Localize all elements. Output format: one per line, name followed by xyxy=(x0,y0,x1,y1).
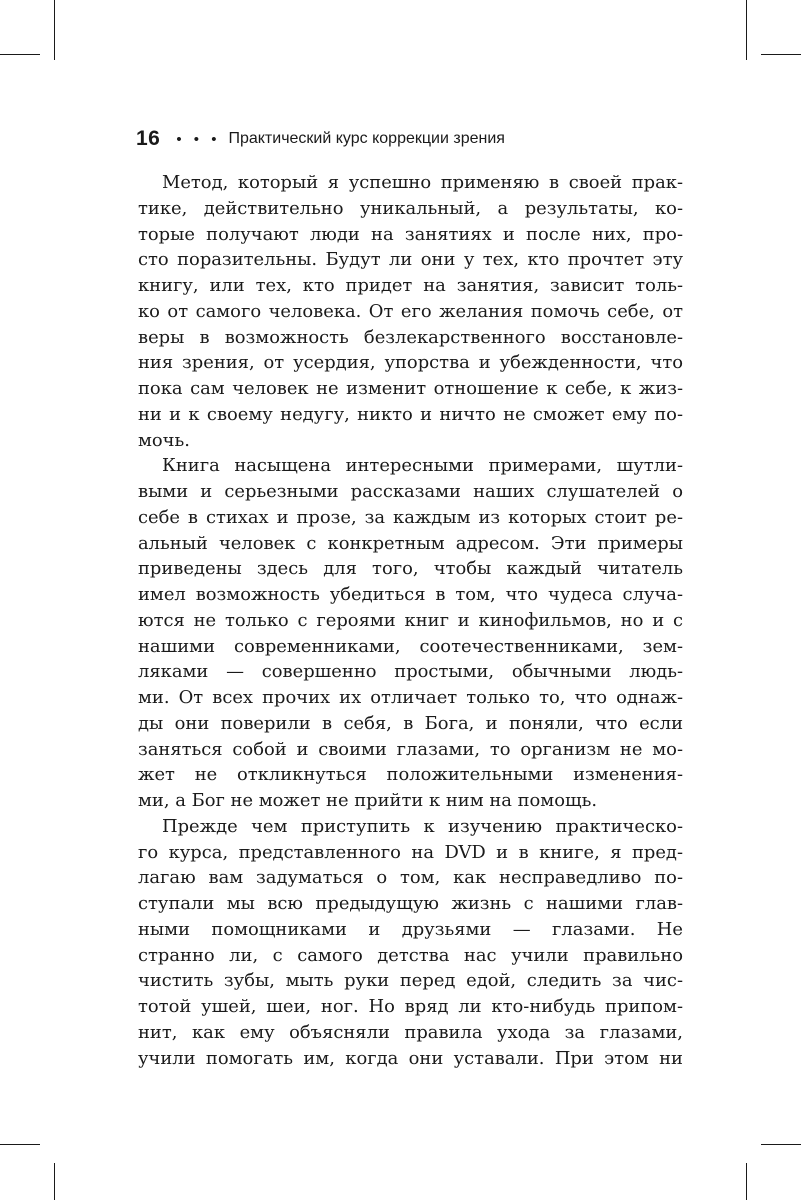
text-line: нашими современниками, соотечественниками, зем- xyxy=(138,635,683,657)
paragraph xyxy=(138,814,683,1072)
text-line: ни и к своему недугу, никто и ничто не сможет ему по- xyxy=(138,403,683,425)
crop-mark-top-right-vertical xyxy=(746,0,747,60)
ornament-dots: • • • xyxy=(176,130,221,148)
body-text xyxy=(138,170,683,1071)
text-line: тотой ушей, шеи, ног. Но вряд ли кто-нибудь припом- xyxy=(138,996,683,1017)
text-line: учили помогать им, когда они уставали. При этом ни xyxy=(138,1047,683,1069)
text-line: Книга насыщена интересными примерами, шутли- xyxy=(162,455,683,477)
text-line: жет не откликнуться положительными изменения- xyxy=(138,764,683,786)
crop-mark-bottom-left-horizontal xyxy=(0,1144,40,1145)
text-line: ляками — совершенно простыми, обычными людь- xyxy=(138,661,683,683)
paragraph xyxy=(138,170,683,453)
crop-mark-top-left-vertical xyxy=(54,0,55,60)
text-line: приведены здесь для того, чтобы каждый читатель xyxy=(138,558,683,580)
crop-mark-bottom-right-vertical xyxy=(746,1163,747,1200)
text-line: чистить зубы, мыть руки перед едой, следить за чис- xyxy=(138,970,683,992)
text-line: сто поразительны. Будут ли они у тех, кто прочтет эту xyxy=(138,249,683,271)
text-line: выми и серьезными рассказами наших слушателей о xyxy=(138,481,683,502)
text-line: ния зрения, от усердия, упорства и убежденности, что xyxy=(138,352,683,374)
text-line: заняться собой и своими глазами, то организм не мо- xyxy=(138,738,683,760)
text-line: ми, а Бог не может не прийти к ним на помощь. xyxy=(138,790,598,811)
paragraph xyxy=(138,453,683,814)
text-line: веры в возможность безлекарственного восстановле- xyxy=(138,326,683,348)
text-line: ются не только с героями книг и кинофильмов, но и с xyxy=(138,609,683,631)
running-head xyxy=(136,124,505,154)
text-line: ными помощниками и друзьями — глазами. Не xyxy=(138,918,683,940)
text-line: лагаю вам задуматься о том, как несправедливо по- xyxy=(138,867,683,889)
text-line: ми. От всех прочих их отличает только то, что однаж- xyxy=(138,687,683,708)
text-line: торые получают люди на занятиях и после них, про- xyxy=(138,223,683,245)
text-line: пока сам человек не изменит отношение к себе, к жиз- xyxy=(138,378,683,399)
text-line: ко от самого человека. От его желания помочь себе, от xyxy=(138,300,683,322)
text-line: альный человек с конкретным адресом. Эти примеры xyxy=(138,532,683,554)
page-number: 16 xyxy=(136,127,161,150)
text-line: себе в стихах и прозе, за каждым из которых стоит ре- xyxy=(138,506,683,528)
text-line: ды они поверили в себя, в Бога, и поняли, что если xyxy=(138,712,683,734)
book-title: Практический курс коррекции зрения xyxy=(228,130,505,147)
text-line: нит, как ему объясняли правила ухода за глазами, xyxy=(138,1021,683,1043)
text-line: ступали мы всю предыдущую жизнь с нашими глав- xyxy=(138,893,683,914)
text-line: имел возможность убедиться в том, что чудеса случа- xyxy=(138,584,683,605)
crop-mark-top-left-horizontal xyxy=(0,54,40,55)
text-line: мочь. xyxy=(138,429,190,451)
text-line: Метод, который я успешно применяю в своей прак- xyxy=(162,172,683,193)
text-line: книгу, или тех, кто придет на занятия, зависит толь- xyxy=(138,275,683,296)
text-line: тике, действительно уникальный, а результаты, ко- xyxy=(138,197,683,219)
text-line: го курса, представленного на DVD и в книге, я пред- xyxy=(138,841,683,863)
crop-mark-bottom-right-horizontal xyxy=(761,1144,801,1145)
text-line: странно ли, с самого детства нас учили правильно xyxy=(138,944,683,966)
crop-mark-top-right-horizontal xyxy=(761,54,801,55)
crop-mark-bottom-left-vertical xyxy=(54,1163,55,1200)
text-line: Прежде чем приступить к изучению практическо- xyxy=(162,815,683,837)
